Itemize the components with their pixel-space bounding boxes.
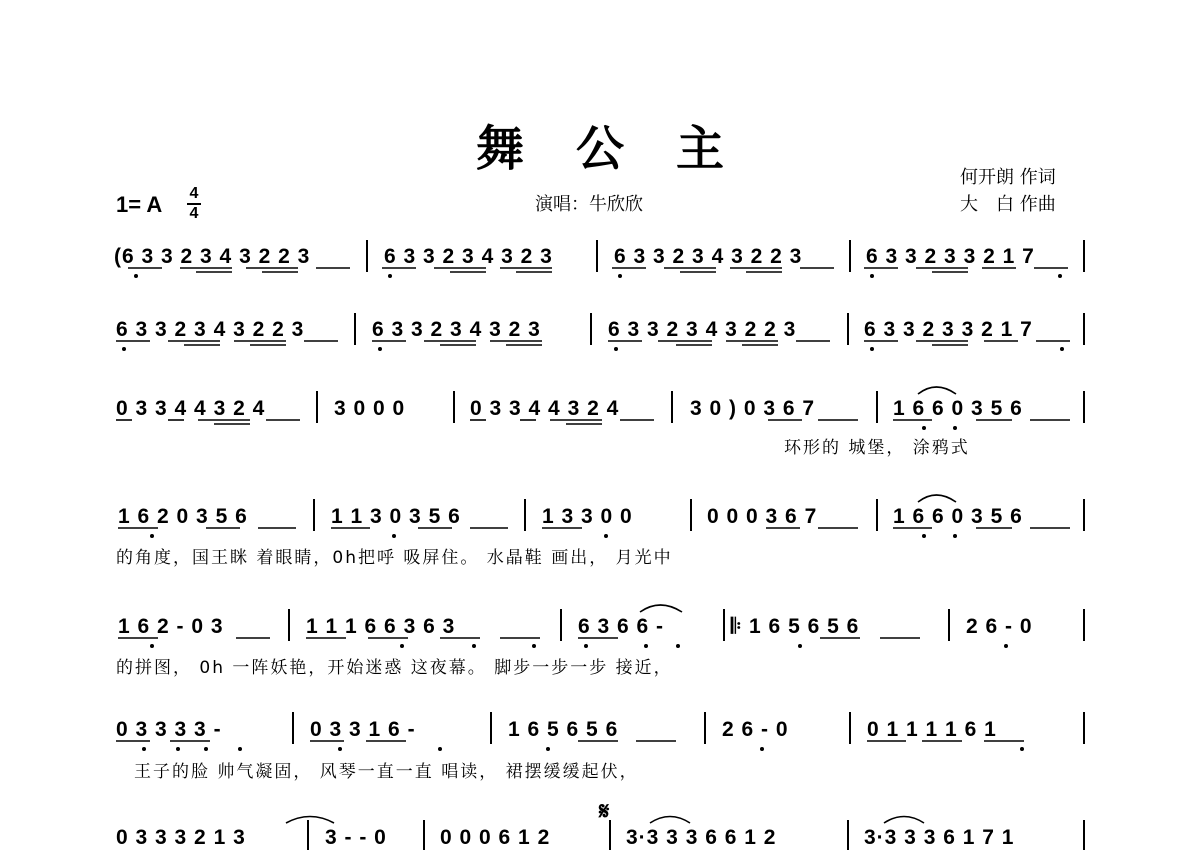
measure: 𝄆 1 6 5 6 5 6 [731,615,860,638]
measure: (6 3 3 2 3 4 3 2 2 3 [114,245,311,268]
measure: 1 6 2 - 0 3 [118,615,224,638]
lyric-line: 的角度，国王眯 着眼睛，0h把呼 吸屏住。 水晶鞋 画出， 月光中 [116,548,673,568]
song-title: 舞公主 [475,121,776,177]
measure: 1 1 3 0 3 5 6 [331,505,461,528]
lyric-line: 的拼图， 0h 一阵妖艳，开始迷惑 这夜幕。 脚步一步一步 接近， [116,658,673,678]
measure: 6 3 3 2 3 4 3 2 3 [384,245,553,268]
measure: 3 0 0 0 [334,397,406,420]
lyricist-credit: 何开朗 作词 [960,167,1056,188]
measure: 0 3 3 3 2 1 3 [116,826,246,849]
measure: 0 3 3 1 6 - [310,718,416,741]
measure: 6 3 3 2 3 4 3 2 2 3 [608,318,797,341]
measure: 1 1 1 6 6 3 6 3 [306,615,456,638]
measure: 3 0 ) 0 3 6 7 [690,397,816,420]
measure: 6 3 3 2 3 4 3 2 2 3 [614,245,803,268]
measure: 0 1 1 1 1 6 1 [867,718,997,741]
time-signature-bottom: 4 [189,205,199,222]
singer-credit: 演唱：牛欣欣 [535,194,643,215]
measure: 1 3 3 0 0 [542,505,633,528]
measure: 6 3 3 2 3 4 3 2 3 [372,318,541,341]
beam-lines [116,268,1070,741]
measure: 0 0 0 6 1 2 [440,826,551,849]
measure: 3·3 3 3 6 6 1 2 [626,826,777,849]
composer-credit: 大 白 作曲 [960,194,1056,215]
segno-sign: 𝄋 [599,796,610,825]
measure: 0 0 0 3 6 7 [707,505,818,528]
measure: 0 3 3 4 4 3 2 4 [470,397,620,420]
measure: 6 3 3 2 3 3 2 1 7 [866,245,1035,268]
measure: 3·3 3 3 6 1 7 1 [864,826,1015,849]
measure: 6 3 3 2 3 4 3 2 2 3 [116,318,305,341]
measure: 0 3 3 3 3 - [116,718,222,741]
measure: 1 6 2 0 3 5 6 [118,505,248,528]
measure: 1 6 5 6 5 6 [508,718,619,741]
measure: 6 3 3 2 3 3 2 1 7 [864,318,1033,341]
measure: 2 6 - 0 [722,718,789,741]
measure: 1 6 6 0 3 5 6 [893,505,1023,528]
tie-arcs [286,387,956,823]
lyric-line: 王子的脸 帅气凝固， 风琴一直一直 唱读， 裙摆缓缓起伏， [134,762,639,782]
time-signature-top: 4 [189,185,199,202]
measure: 2 6 - 0 [966,615,1033,638]
measure: 6 3 6 6 - [578,615,665,638]
lyric-line: 环形的 城堡， 涂鸦式 [784,438,970,458]
measure: 3 - - 0 [325,826,387,849]
measure: 1 6 6 0 3 5 6 [893,397,1023,420]
measure: 0 3 3 4 4 3 2 4 [116,397,266,420]
key-signature: 1= A [116,192,163,217]
